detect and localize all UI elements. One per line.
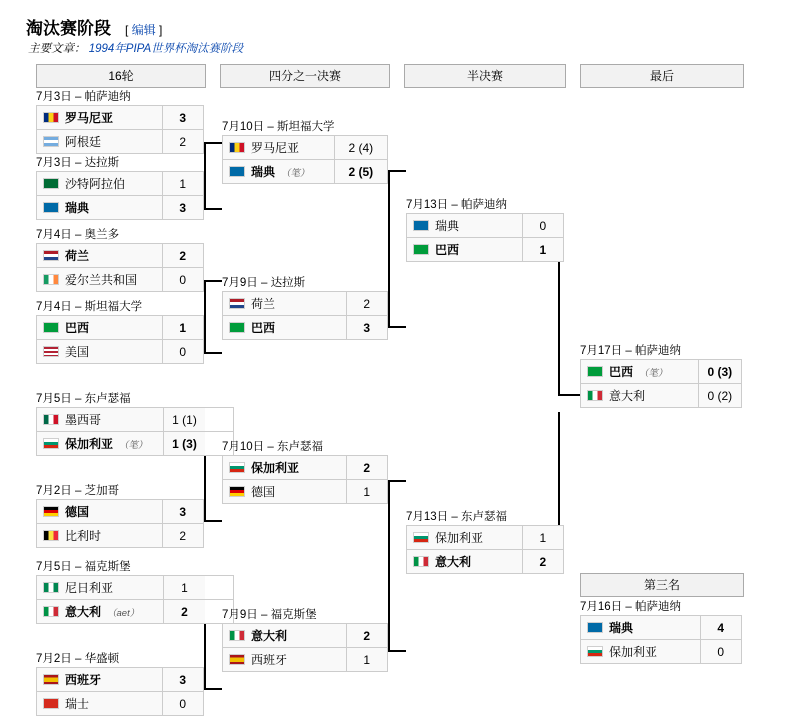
team-cell	[37, 196, 162, 219]
connector	[204, 208, 222, 210]
connector	[388, 576, 390, 652]
score-cell: 2	[346, 456, 387, 479]
score-cell: 0 (3)	[698, 360, 741, 383]
team-name: 巴西	[609, 365, 634, 379]
connector	[388, 480, 390, 578]
score-cell: 0	[162, 340, 203, 363]
score-cell: 2	[162, 130, 203, 153]
table-row[interactable]	[406, 550, 564, 574]
flag-icon	[587, 390, 603, 401]
team-cell	[37, 172, 162, 195]
score-cell: 0	[700, 640, 741, 663]
score-cell: 4	[700, 616, 741, 639]
table-row[interactable]	[36, 243, 204, 268]
score-cell: 0	[162, 268, 203, 291]
table-row[interactable]	[36, 600, 234, 624]
flag-icon	[43, 136, 59, 147]
team-cell	[37, 524, 162, 547]
match-date: 7月9日 – 福克斯堡	[222, 609, 317, 621]
table-row[interactable]	[36, 432, 234, 456]
connector	[388, 326, 406, 328]
table-row[interactable]	[222, 316, 388, 340]
match-date: 7月9日 – 达拉斯	[222, 277, 306, 289]
main-article-link[interactable]: 1994年PIPA世界杯淘汰赛阶段	[88, 43, 244, 55]
table-row[interactable]	[222, 160, 388, 184]
connector	[558, 248, 560, 396]
flag-icon	[587, 366, 603, 377]
team-name: 瑞典	[65, 201, 90, 215]
team-cell	[223, 136, 334, 159]
table-row[interactable]	[580, 359, 742, 384]
score-cell: 2 (5)	[334, 160, 387, 183]
score-cell: 1 (1)	[163, 408, 205, 431]
match-r16-7	[36, 560, 234, 624]
match-qf-3	[222, 440, 388, 504]
team-name: 瑞典	[609, 621, 634, 635]
flag-icon	[229, 486, 245, 497]
connector	[204, 520, 222, 522]
flag-icon	[43, 274, 59, 285]
flag-icon	[413, 244, 429, 255]
score-cell: 2	[162, 524, 203, 547]
team-cell	[37, 576, 163, 599]
team-name: 意大利	[435, 555, 472, 569]
team-name: 荷兰	[251, 297, 276, 311]
table-row[interactable]	[406, 238, 564, 262]
flag-icon	[229, 142, 245, 153]
table-row[interactable]	[36, 130, 204, 154]
team-name: 尼日利亚	[65, 581, 114, 595]
team-cell	[37, 244, 162, 267]
flag-icon	[229, 166, 245, 177]
flag-icon	[413, 532, 429, 543]
team-cell	[37, 316, 162, 339]
score-cell: 0	[162, 692, 203, 715]
team-cell	[37, 130, 162, 153]
team-cell	[37, 268, 162, 291]
team-name: 比利时	[65, 529, 102, 543]
team-cell	[581, 640, 700, 663]
team-note: （笔）	[281, 167, 310, 179]
match-r16-2	[36, 156, 204, 220]
table-row[interactable]	[222, 648, 388, 672]
main-article-label: 主要文章：	[28, 43, 86, 55]
connector	[388, 282, 390, 328]
match-sf-2	[406, 510, 564, 574]
match-date: 7月13日 – 东卢瑟福	[406, 511, 507, 523]
flag-icon	[413, 220, 429, 231]
score-cell: 1	[162, 172, 203, 195]
match-date: 7月17日 – 帕萨迪纳	[580, 345, 681, 357]
table-row[interactable]	[580, 640, 742, 664]
match-date: 7月4日 – 奥兰多	[36, 229, 120, 241]
match-date: 7月3日 – 帕萨迪纳	[36, 91, 131, 103]
team-name: 保加利亚	[251, 461, 300, 475]
table-row[interactable]	[406, 213, 564, 238]
connector	[204, 688, 222, 690]
team-name: 沙特阿拉伯	[65, 177, 126, 191]
round-header-sf: 半决赛	[404, 64, 566, 88]
match-sf-1	[406, 198, 564, 262]
match-qf-2	[222, 276, 388, 340]
flag-icon	[229, 654, 245, 665]
team-name: 瑞士	[65, 697, 90, 711]
flag-icon	[587, 646, 603, 657]
score-cell: 0 (2)	[698, 384, 741, 407]
score-cell: 0	[522, 214, 563, 237]
score-cell: 3	[162, 500, 203, 523]
team-cell	[37, 668, 162, 691]
team-cell	[581, 384, 698, 407]
flag-icon	[43, 178, 59, 189]
flag-icon	[229, 462, 245, 473]
table-row[interactable]	[580, 615, 742, 640]
table-row[interactable]	[36, 407, 234, 432]
team-name: 西班牙	[251, 653, 288, 667]
match-r16-6	[36, 484, 204, 548]
team-name: 西班牙	[65, 673, 102, 687]
team-cell	[407, 238, 522, 261]
flag-icon	[229, 322, 245, 333]
round-header-r16: 16轮	[36, 64, 206, 88]
match-date: 7月2日 – 华盛顿	[36, 653, 120, 665]
table-row[interactable]	[580, 384, 742, 408]
flag-icon	[229, 298, 245, 309]
page-header	[26, 14, 162, 39]
team-name: 瑞典	[435, 219, 460, 233]
score-cell: 1	[163, 576, 205, 599]
connector	[388, 170, 390, 284]
table-row[interactable]	[36, 692, 204, 716]
team-name: 意大利	[65, 605, 102, 619]
table-row[interactable]	[36, 268, 204, 292]
table-row[interactable]	[36, 196, 204, 220]
table-row[interactable]	[36, 315, 204, 340]
match-date: 7月10日 – 斯坦福大学	[222, 121, 335, 133]
team-cell	[37, 500, 162, 523]
team-name: 巴西	[251, 321, 276, 335]
connector	[388, 170, 406, 172]
main-article-line	[28, 40, 243, 56]
flag-icon	[43, 506, 59, 517]
team-name: 巴西	[65, 321, 90, 335]
match-r16-4	[36, 300, 204, 364]
match-date: 7月3日 – 达拉斯	[36, 157, 120, 169]
flag-icon	[43, 582, 59, 593]
score-cell: 3	[162, 196, 203, 219]
table-row[interactable]	[222, 135, 388, 160]
team-name: 保加利亚	[435, 531, 484, 545]
table-row[interactable]	[406, 525, 564, 550]
flag-icon	[43, 606, 59, 617]
team-name: 爱尔兰共和国	[65, 273, 138, 287]
table-row[interactable]	[36, 340, 204, 364]
score-cell: 3	[162, 106, 203, 129]
team-cell	[223, 292, 346, 315]
match-r16-3	[36, 228, 204, 292]
team-note: （aet）	[107, 607, 140, 619]
flag-icon	[229, 630, 245, 641]
team-cell	[407, 214, 522, 237]
team-name: 瑞典	[251, 165, 276, 179]
score-cell: 2	[346, 624, 387, 647]
team-cell	[407, 526, 522, 549]
table-row[interactable]	[36, 524, 204, 548]
match-date: 7月13日 – 帕萨迪纳	[406, 199, 507, 211]
match-qf-1	[222, 120, 388, 184]
team-cell	[581, 616, 700, 639]
team-cell	[223, 316, 346, 339]
table-row[interactable]	[222, 455, 388, 480]
flag-icon	[43, 346, 59, 357]
flag-icon	[413, 556, 429, 567]
score-cell: 1	[162, 316, 203, 339]
team-cell	[37, 106, 162, 129]
flag-icon	[43, 112, 59, 123]
flag-icon	[43, 202, 59, 213]
round-header-qf: 四分之一决赛	[220, 64, 390, 88]
connector	[204, 280, 206, 354]
team-note: （笔）	[119, 439, 148, 451]
table-row[interactable]	[36, 667, 204, 692]
score-cell: 2	[163, 600, 205, 623]
team-name: 罗马尼亚	[65, 111, 114, 125]
score-cell: 2 (4)	[334, 136, 387, 159]
score-cell: 1 (3)	[163, 432, 205, 455]
match-date: 7月4日 – 斯坦福大学	[36, 301, 143, 313]
table-row[interactable]	[36, 105, 204, 130]
match-r16-1	[36, 90, 204, 154]
score-cell: 1	[522, 238, 563, 261]
match-third-place	[580, 600, 742, 664]
team-name: 保加利亚	[65, 437, 114, 451]
connector	[558, 394, 580, 396]
table-row[interactable]	[36, 575, 234, 600]
team-cell	[223, 624, 346, 647]
team-name: 美国	[65, 345, 90, 359]
match-final	[580, 344, 742, 408]
page-title: 淘汰赛阶段	[26, 19, 111, 38]
connector	[204, 142, 206, 210]
team-name: 荷兰	[65, 249, 90, 263]
table-row[interactable]	[36, 499, 204, 524]
table-row[interactable]	[222, 291, 388, 316]
team-cell	[223, 648, 346, 671]
connector	[204, 280, 222, 282]
match-date: 7月5日 – 东卢瑟福	[36, 393, 131, 405]
connector	[388, 480, 406, 482]
flag-icon	[43, 438, 59, 449]
match-r16-8	[36, 652, 204, 716]
connector	[204, 352, 222, 354]
match-date: 7月16日 – 帕萨迪纳	[580, 601, 681, 613]
team-name: 保加利亚	[609, 645, 658, 659]
flag-icon	[43, 530, 59, 541]
match-date: 7月2日 – 芝加哥	[36, 485, 120, 497]
score-cell: 1	[522, 526, 563, 549]
team-cell	[223, 456, 346, 479]
match-date: 7月10日 – 东卢瑟福	[222, 441, 323, 453]
flag-icon	[43, 698, 59, 709]
team-cell	[223, 160, 334, 183]
score-cell: 2	[522, 550, 563, 573]
team-name: 意大利	[609, 389, 646, 403]
team-cell	[37, 600, 163, 623]
score-cell: 1	[346, 648, 387, 671]
connector	[204, 142, 222, 144]
score-cell: 2	[346, 292, 387, 315]
score-cell: 3	[162, 668, 203, 691]
flag-icon	[587, 622, 603, 633]
score-cell: 3	[346, 316, 387, 339]
team-name: 墨西哥	[65, 413, 102, 427]
flag-icon	[43, 250, 59, 261]
team-name: 巴西	[435, 243, 460, 257]
team-name: 罗马尼亚	[251, 141, 300, 155]
team-cell	[37, 408, 163, 431]
team-name: 德国	[251, 485, 276, 499]
score-cell: 1	[346, 480, 387, 503]
flag-icon	[43, 674, 59, 685]
team-name: 德国	[65, 505, 90, 519]
edit-section-link[interactable]: [ 编辑 ]	[125, 23, 163, 37]
round-header-final: 最后	[580, 64, 744, 88]
team-note: （笔）	[639, 367, 668, 379]
team-cell	[581, 360, 698, 383]
match-qf-4	[222, 608, 388, 672]
connector	[388, 650, 406, 652]
team-name: 意大利	[251, 629, 288, 643]
team-name: 阿根廷	[65, 135, 102, 149]
table-row[interactable]	[222, 480, 388, 504]
score-cell: 2	[162, 244, 203, 267]
team-cell	[37, 340, 162, 363]
team-cell	[37, 692, 162, 715]
match-date: 7月5日 – 福克斯堡	[36, 561, 131, 573]
table-row[interactable]	[222, 623, 388, 648]
team-cell	[223, 480, 346, 503]
flag-icon	[43, 322, 59, 333]
round-header-third: 第三名	[580, 573, 744, 597]
match-r16-5	[36, 392, 234, 456]
team-cell	[407, 550, 522, 573]
flag-icon	[43, 414, 59, 425]
table-row[interactable]	[36, 171, 204, 196]
team-cell	[37, 432, 163, 455]
